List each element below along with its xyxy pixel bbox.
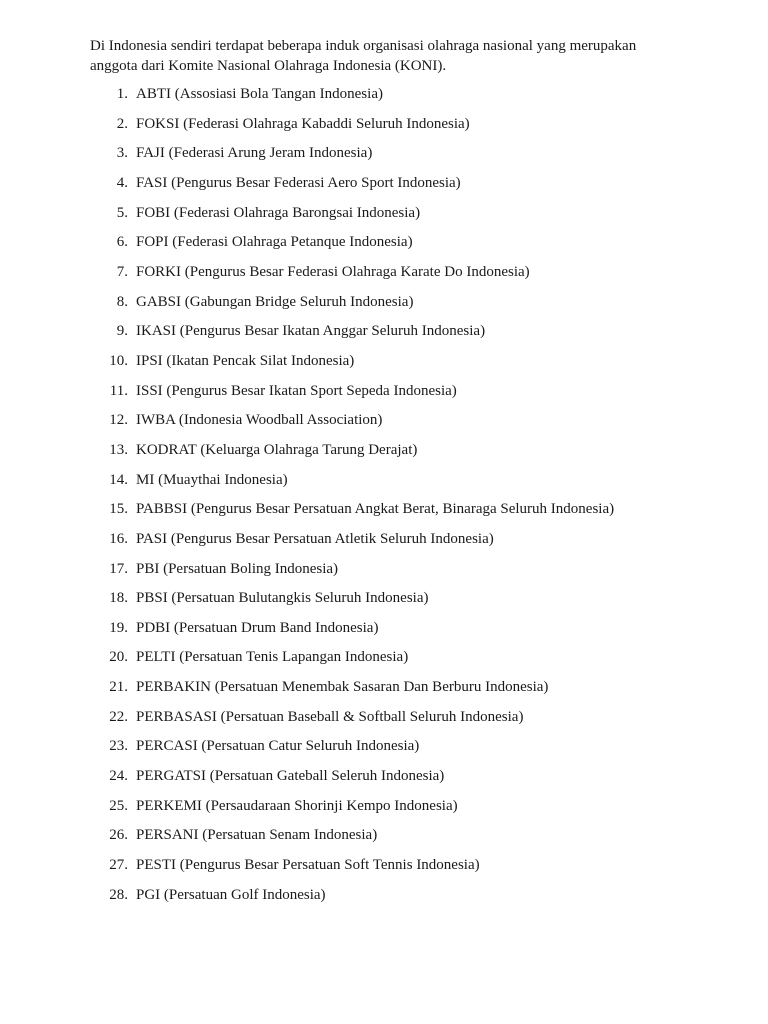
list-item	[0, 203, 768, 233]
list-item	[0, 410, 768, 440]
list-item-number: 23.	[109, 738, 128, 755]
list-item-text: PESTI (Pengurus Besar Persatuan Soft Tennis Indonesia)	[136, 857, 480, 874]
list-item	[0, 529, 768, 559]
list-item-number: 13.	[109, 441, 128, 458]
list-item-number: 16.	[109, 530, 128, 547]
list-item-text: PBI (Persatuan Boling Indonesia)	[136, 560, 339, 577]
list-item	[0, 677, 768, 707]
list-item	[0, 321, 768, 351]
list-item	[0, 707, 768, 737]
list-item	[0, 618, 768, 648]
list-item	[0, 292, 768, 322]
list-item	[0, 559, 768, 589]
list-item-text: FORKI (Pengurus Besar Federasi Olahraga Karate Do Indonesia)	[136, 263, 530, 280]
list-item-text: PABBSI (Pengurus Besar Persatuan Angkat Berat, Binaraga Seluruh Indonesia)	[136, 501, 615, 518]
list-item-number: 7.	[116, 263, 128, 280]
list-item	[0, 232, 768, 262]
list-item	[0, 588, 768, 618]
list-item-number: 5.	[116, 204, 128, 221]
list-item-text: PERBAKIN (Persatuan Menembak Sasaran Dan Berburu Indonesia)	[136, 679, 549, 696]
list-item-text: KODRAT (Keluarga Olahraga Tarung Derajat)	[136, 441, 418, 458]
list-item-number: 18.	[109, 590, 128, 607]
intro-paragraph	[90, 36, 690, 76]
list-item-text: IKASI (Pengurus Besar Ikatan Anggar Seluruh Indonesia)	[136, 323, 486, 340]
list-item-number: 10.	[109, 352, 128, 369]
list-item-number: 17.	[109, 560, 128, 577]
list-item	[0, 84, 768, 114]
list-item	[0, 114, 768, 144]
list-item-text: MI (Muaythai Indonesia)	[136, 471, 288, 488]
list-item-text: IWBA (Indonesia Woodball Association)	[136, 412, 383, 429]
list-item-number: 15.	[109, 501, 128, 518]
list-item	[0, 885, 768, 915]
list-item-number: 4.	[116, 174, 128, 191]
list-item	[0, 262, 768, 292]
list-item-number: 24.	[109, 768, 128, 785]
list-item	[0, 470, 768, 500]
list-item-text: PBSI (Persatuan Bulutangkis Seluruh Indonesia)	[136, 590, 429, 607]
list-item-text: PELTI (Persatuan Tenis Lapangan Indonesia)	[136, 649, 409, 666]
list-item-text: PDBI (Persatuan Drum Band Indonesia)	[136, 619, 379, 636]
list-item-text: FOPI (Federasi Olahraga Petanque Indonesia)	[136, 234, 413, 251]
list-item-text: PERCASI (Persatuan Catur Seluruh Indonesia)	[136, 738, 420, 755]
list-item-text: PERSANI (Persatuan Senam Indonesia)	[136, 827, 378, 844]
list-item-number: 1.	[116, 86, 128, 102]
list-item-number: 3.	[116, 145, 128, 162]
list-item-text: FAJI (Federasi Arung Jeram Indonesia)	[136, 145, 373, 162]
list-item-number: 27.	[109, 857, 128, 874]
list-item-text: IPSI (Ikatan Pencak Silat Indonesia)	[136, 352, 355, 369]
list-item	[0, 855, 768, 885]
list-item-number: 8.	[116, 293, 128, 310]
list-item-number: 12.	[109, 412, 128, 429]
list-item	[0, 499, 768, 529]
list-item	[0, 647, 768, 677]
list-item-number: 21.	[109, 679, 128, 696]
organization-list	[0, 84, 768, 914]
list-item	[0, 766, 768, 796]
list-item-number: 9.	[116, 323, 128, 340]
list-item-text: PERBASASI (Persatuan Baseball & Softball Seluruh Indonesia)	[136, 708, 524, 725]
list-item-number: 28.	[109, 886, 128, 903]
list-item	[0, 440, 768, 470]
list-item-number: 20.	[109, 649, 128, 666]
list-item-number: 11.	[109, 382, 128, 399]
list-item-text: FOBI (Federasi Olahraga Barongsai Indonesia)	[136, 204, 421, 221]
list-item-text: FOKSI (Federasi Olahraga Kabaddi Seluruh Indonesia)	[136, 115, 470, 132]
list-item	[0, 825, 768, 855]
list-item-text: PASI (Pengurus Besar Persatuan Atletik Seluruh Indonesia)	[136, 530, 494, 547]
list-item-text: PGI (Persatuan Golf Indonesia)	[136, 886, 326, 903]
list-item	[0, 796, 768, 826]
list-item-text: PERGATSI (Persatuan Gateball Seleruh Indonesia)	[136, 768, 445, 785]
list-item	[0, 736, 768, 766]
list-item	[0, 143, 768, 173]
list-item-number: 14.	[109, 471, 128, 488]
list-item	[0, 381, 768, 411]
intro-line-2: anggota dari Komite Nasional Olahraga Indonesia (KONI).	[90, 58, 447, 74]
list-item-text: ABTI (Assosiasi Bola Tangan Indonesia)	[136, 86, 383, 102]
list-item-number: 19.	[109, 619, 128, 636]
list-item-number: 25.	[109, 797, 128, 814]
list-item-number: 2.	[116, 115, 128, 132]
list-item	[0, 173, 768, 203]
list-item-text: PERKEMI (Persaudaraan Shorinji Kempo Indonesia)	[136, 797, 458, 814]
list-item-text: FASI (Pengurus Besar Federasi Aero Sport Indonesia)	[136, 174, 461, 191]
list-item-number: 6.	[116, 234, 128, 251]
list-item-number: 26.	[109, 827, 128, 844]
intro-line-1: Di Indonesia sendiri terdapat beberapa induk organisasi olahraga nasional yang merupakan	[90, 38, 637, 54]
list-item	[0, 351, 768, 381]
list-item-number: 22.	[109, 708, 128, 725]
list-item-text: GABSI (Gabungan Bridge Seluruh Indonesia)	[136, 293, 414, 310]
list-item-text: ISSI (Pengurus Besar Ikatan Sport Sepeda Indonesia)	[136, 382, 457, 399]
